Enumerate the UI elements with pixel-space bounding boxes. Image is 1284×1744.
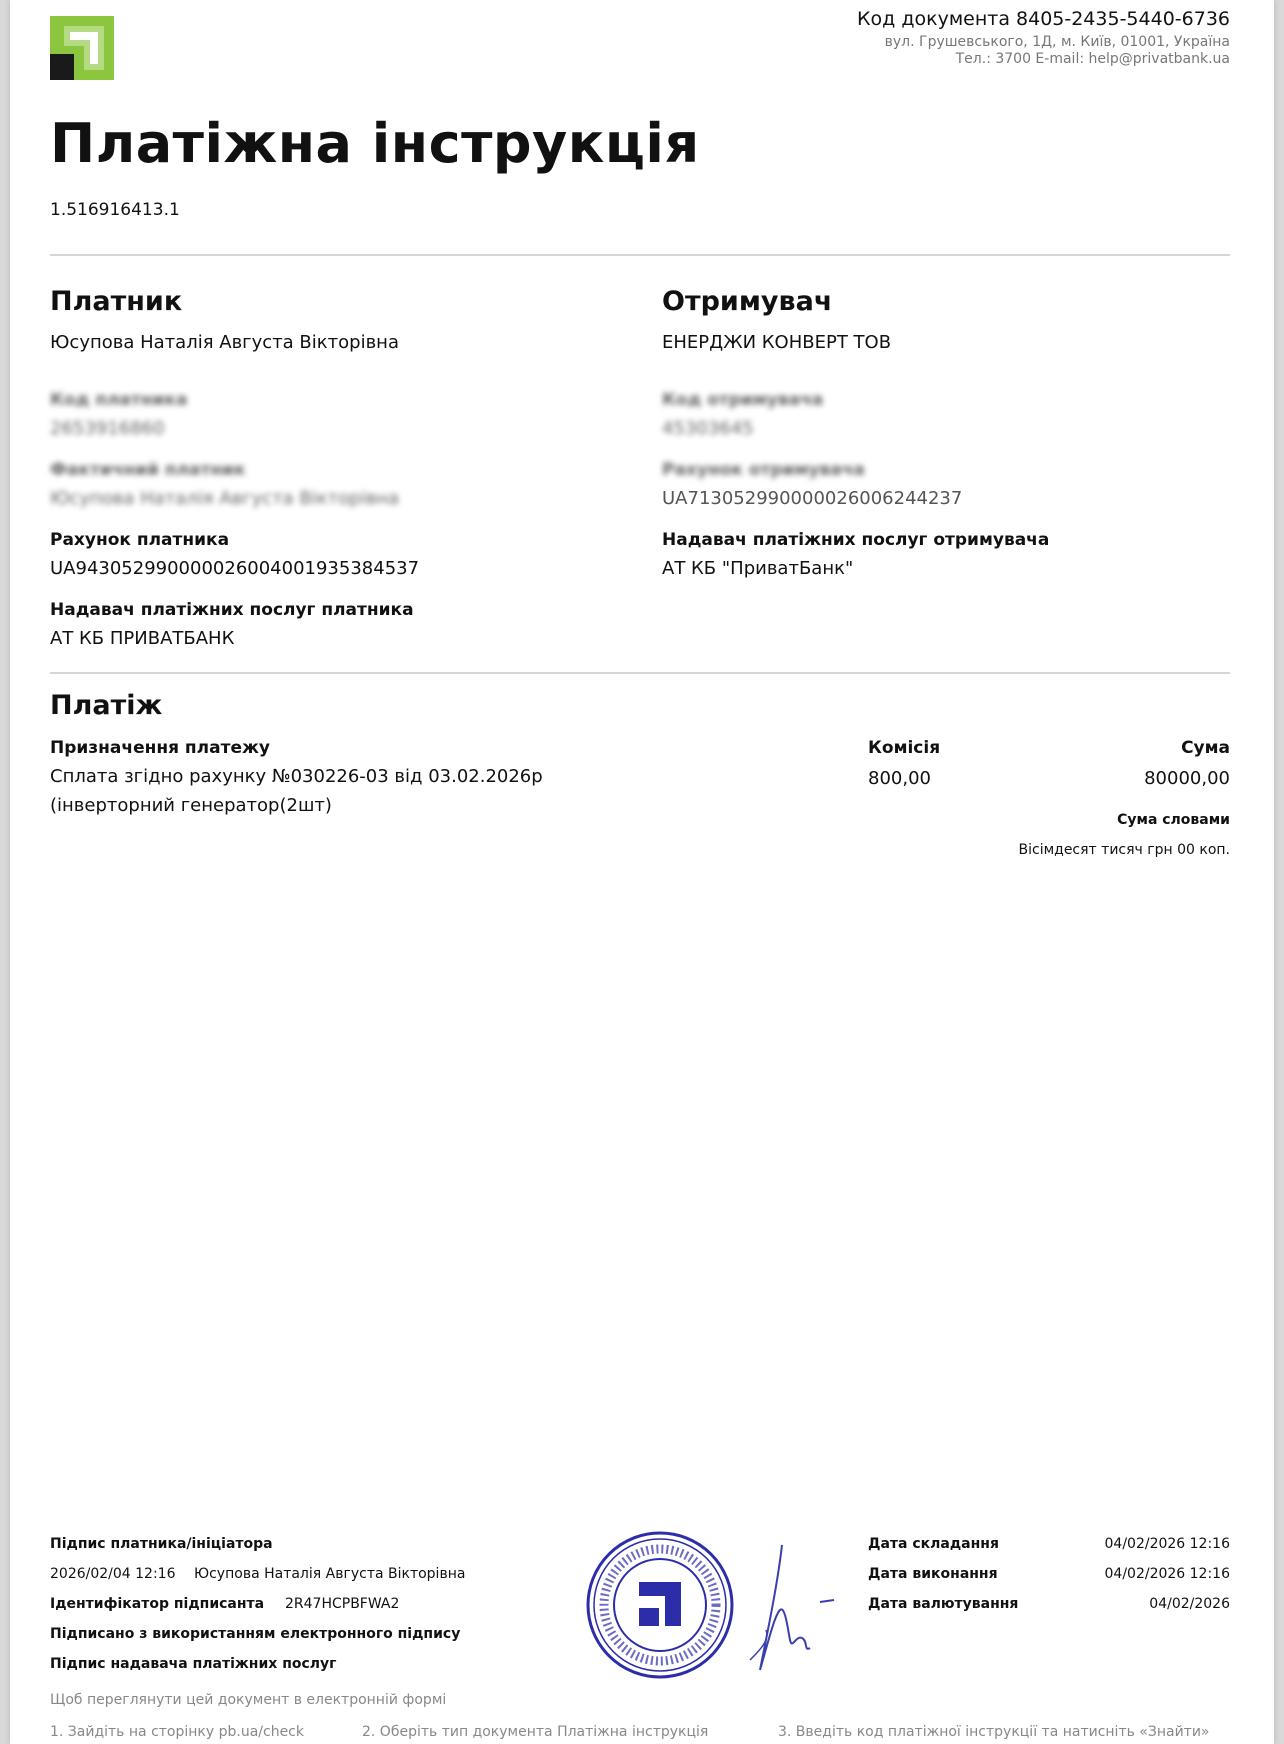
recipient-code-value: 45303645 <box>662 418 754 439</box>
payer-heading: Платник <box>50 286 183 317</box>
document-code: Код документа 8405-2435-5440-6736 <box>857 8 1230 30</box>
page-title: Платіжна інструкція <box>50 112 700 175</box>
purpose-label: Призначення платежу <box>50 738 270 758</box>
payer-code-label: Код платника <box>50 390 188 410</box>
payer-name-text: Юсупова Наталія Августа Вікторівна <box>50 332 399 353</box>
date-created-value: 04/02/2026 12:16 <box>1104 1536 1230 1552</box>
sum-words-label: Сума словами <box>1117 812 1230 828</box>
contacts-line: Тел.: 3700 E-mail: help@privatbank.ua <box>955 51 1230 67</box>
payer-code-value: 2653916860 <box>50 418 165 439</box>
signature-label: Підпис платника/ініціатора <box>50 1536 273 1552</box>
handwritten-signature-icon <box>730 1540 850 1680</box>
bank-stamp-icon <box>585 1530 735 1680</box>
document-number: 1.516916413.1 <box>50 200 180 220</box>
recipient-provider-label: Надавач платіжних послуг отримувача <box>662 530 1050 550</box>
instruction-step-3: 3. Введіть код платіжної інструкції та натисніть «Знайти» <box>778 1724 1210 1740</box>
provider-signature-label: Підпис надавача платіжних послуг <box>50 1656 337 1672</box>
payer-provider-value: АТ КБ ПРИВАТБАНК <box>50 628 235 649</box>
esign-note: Підписано з використанням електронного підпису <box>50 1626 461 1642</box>
payer-provider-label: Надавач платіжних послуг платника <box>50 600 414 620</box>
signature-name: Юсупова Наталія Августа Вікторівна <box>194 1566 466 1582</box>
actual-payer-value: Юсупова Наталія Августа Вікторівна <box>50 488 399 509</box>
purpose-line: Сплата згідно рахунку №030226-03 від 03.02.2026р <box>50 766 543 787</box>
bank-address <box>885 34 1230 68</box>
recipient-provider-value: АТ КБ "ПриватБанк" <box>662 558 854 579</box>
recipient-account-label: Рахунок отримувача <box>662 460 865 480</box>
actual-payer-label: Фактичний платник <box>50 460 246 480</box>
payer-account-value: UA943052990000026004001935384537 <box>50 558 420 579</box>
recipient-code-label: Код отримувача <box>662 390 824 410</box>
instruction-step-2: 2. Оберіть тип документа Платіжна інструкція <box>362 1724 709 1740</box>
sum-label: Сума <box>1181 738 1230 758</box>
recipient-heading: Отримувач <box>662 286 833 317</box>
commission-label: Комісія <box>868 738 941 758</box>
signer-id-label: Ідентифікатор підписанта <box>50 1596 265 1612</box>
signature-datetime: 2026/02/04 12:16 <box>50 1566 176 1582</box>
payment-heading: Платіж <box>50 690 163 721</box>
divider <box>50 672 1230 674</box>
instruction-step-1: 1. Зайдіть на сторінку pb.ua/check <box>50 1724 304 1740</box>
recipient-account-value: UA713052990000026006244237 <box>662 488 963 509</box>
purpose-line: (інверторний генератор(2шт) <box>50 795 332 816</box>
payer-name <box>50 332 399 353</box>
view-note: Щоб переглянути цей документ в електронній формі <box>50 1692 447 1708</box>
recipient-name: ЕНЕРДЖИ КОНВЕРТ ТОВ <box>662 332 892 353</box>
sum-value: 80000,00 <box>1144 768 1230 789</box>
date-executed-value: 04/02/2026 12:16 <box>1104 1566 1230 1582</box>
document-page <box>10 0 1274 1744</box>
date-executed-label: Дата виконання <box>868 1566 998 1582</box>
signer-id-value: 2R47HCPBFWA2 <box>285 1596 400 1612</box>
date-created-label: Дата складання <box>868 1536 999 1552</box>
sum-words-value: Вісімдесят тисяч грн 00 коп. <box>1018 842 1230 858</box>
date-value-value: 04/02/2026 <box>1149 1596 1230 1612</box>
payer-account-label: Рахунок платника <box>50 530 230 550</box>
address-line: вул. Грушевського, 1Д, м. Київ, 01001, Україна <box>884 34 1230 50</box>
date-value-label: Дата валютування <box>868 1596 1019 1612</box>
privatbank-logo-icon <box>50 16 114 80</box>
divider <box>50 254 1230 256</box>
commission-value: 800,00 <box>868 768 931 789</box>
